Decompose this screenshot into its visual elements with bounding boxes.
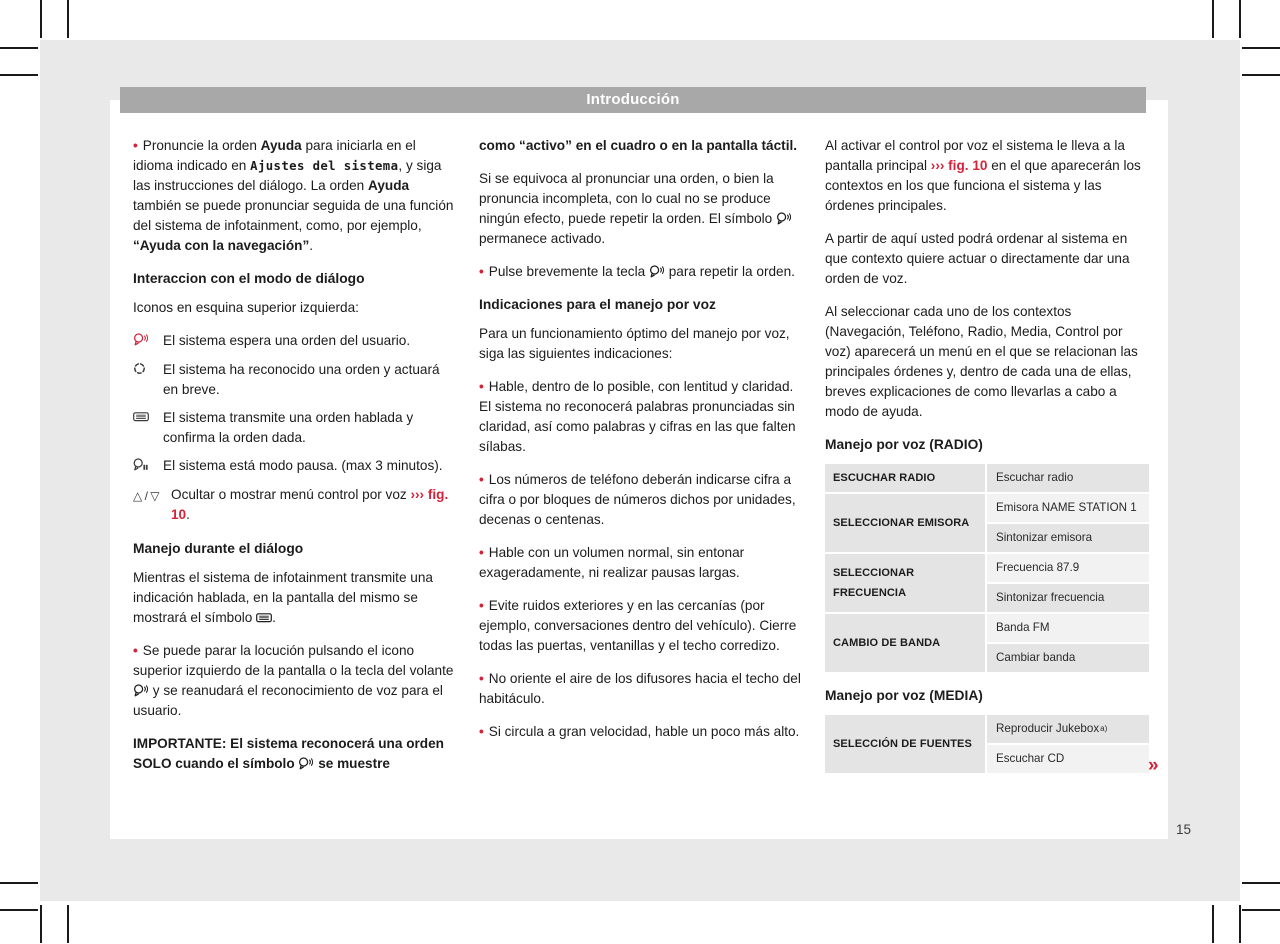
paragraph: como “activo” en el cuadro o en la pantalla táctil. [479,138,798,153]
column-middle [479,136,803,755]
bullet-icon: • [479,472,484,487]
legend-item-text: El sistema espera una orden del usuario. [163,333,411,348]
paragraph: IMPORTANTE: El sistema reconocerá una orden SOLO cuando el símbolo se muestre [133,736,444,771]
bulleted-paragraph: • Evite ruidos exteriores y en las cercanías (por ejemplo, conversaciones dentro del vehículo). Cierre todas las puertas, ventanillas y el techo corredizo. [479,598,797,653]
crop-mark [1239,0,1241,38]
table-row [825,715,1149,773]
crop-mark [1242,909,1280,911]
command-category: CAMBIO DE BANDA [825,614,985,672]
bulleted-paragraph: • Se puede parar la locución pulsando el icono superior izquierdo de la pantalla o la tecla del volante y se reanudará el reconocimiento de voz para el usuario. [133,643,454,718]
legend-item [133,485,457,525]
table-row [825,494,1149,552]
paragraph: Iconos en esquina superior izquierda: [133,300,359,315]
voice-icon [649,265,665,278]
crop-mark [67,0,69,38]
chapter-header: Introducción [120,87,1146,113]
voice-icon [133,331,163,352]
crop-mark [1242,882,1280,884]
voice-command: Reproducir Jukebox a) [987,715,1149,743]
command-list [987,614,1149,672]
bulleted-paragraph: • No oriente el aire de los difusores hacia el techo del habitáculo. [479,671,801,706]
paragraph: Para un funcionamiento óptimo del manejo por voz, siga las siguientes indicaciones: [479,326,790,361]
voice-command: Sintonizar emisora [987,524,1149,552]
voice-command-table [825,715,1149,773]
page-number: 15 [1176,822,1192,837]
crop-mark [67,905,69,943]
voice-icon [133,684,149,697]
section-heading: Manejo durante el diálogo [133,541,304,556]
section-heading: Manejo por voz (MEDIA) [825,688,983,703]
crop-mark [1212,0,1214,38]
command-list [987,464,1149,492]
bulleted-paragraph: • Hable, dentro de lo posible, con lentitud y claridad. El sistema no reconocerá palabras pronunciadas sin claridad, así como palabras y cifras en las que falten sílabas. [479,379,796,454]
crop-mark [1242,74,1280,76]
voice-command: Banda FM [987,614,1149,642]
command-list [987,715,1149,773]
legend-item [133,456,457,477]
bullet-icon: • [479,264,484,279]
section-heading: Interaccion con el modo de diálogo [133,271,365,286]
column-left [133,136,457,787]
section-heading: Manejo por voz (RADIO) [825,437,983,452]
crop-mark [1242,47,1280,49]
crop-mark [40,905,42,943]
command-list [987,494,1149,552]
bullet-icon: • [479,598,484,613]
continuation-marker: » [1148,755,1157,776]
voice-command: Frecuencia 87.9 [987,554,1149,582]
bulleted-paragraph: • Pronuncie la orden Ayuda para iniciarla en el idioma indicado en Ajustes del sistema, y siga las instrucciones del diálogo. La orden Ayuda también se puede pronunciar seguida de una función del sistema de infotainment, como, por ejemplo, “Ayuda con la navegación”. [133,138,454,253]
speaker-icon [133,408,163,448]
crop-mark [40,0,42,38]
triangle-up-down-icon: △ / ▽ [133,489,159,503]
bullet-icon: • [479,545,484,560]
legend-item [133,360,457,400]
bullet-icon: • [479,379,484,394]
voice-command-table [825,464,1149,672]
crop-mark [1239,905,1241,943]
table-row [825,464,1149,492]
paragraph: Al seleccionar cada uno de los contextos (Navegación, Teléfono, Radio, Media, Control por voz) aparecerá un menú en el que se relacionan las principales órdenes y, dentro de cada una de ellas, breves explicaciones de como llevarlas a cabo a modo de ayuda. [825,304,1138,419]
bullet-icon: • [479,671,484,686]
section-heading: Indicaciones para el manejo por voz [479,297,716,312]
crop-mark [0,882,38,884]
command-category: ESCUCHAR RADIO [825,464,985,492]
command-category: SELECCIONAR FRECUENCIA [825,554,985,612]
legend-item-text: El sistema transmite una orden hablada y confirma la orden dada. [163,410,414,445]
voice-icon [776,212,792,225]
figure-reference: ››› fig. 10 [930,158,988,173]
crop-mark [0,74,38,76]
speaker-icon [256,611,272,624]
bullet-icon: • [133,138,138,153]
table-row [825,614,1149,672]
crop-mark [1212,905,1214,943]
command-list [987,554,1149,612]
paragraph: A partir de aquí usted podrá ordenar al sistema en que contexto quiere actuar o directamente dar una orden de voz. [825,231,1130,286]
bullet-icon: • [479,724,484,739]
legend-item-text: El sistema está modo pausa. (max 3 minutos). [163,458,443,473]
paragraph: Si se equivoca al pronunciar una orden, o bien la pronuncia incompleta, con lo cual no se produce ningún efecto, puede repetir la orden. El símbolo permanece activado. [479,169,803,249]
voice-command: Escuchar CD [987,745,1149,773]
voice-command: Sintonizar frecuencia [987,584,1149,612]
bulleted-paragraph: • Los números de teléfono deberán indicarse cifra a cifra o por bloques de números dichos por unidades, decenas o centenas. [479,472,796,527]
command-category: SELECCIÓN DE FUENTES [825,715,985,773]
paragraph: Mientras el sistema de infotainment transmite una indicación hablada, en la pantalla del mismo se mostrará el símbolo . [133,570,433,625]
crop-mark [0,47,38,49]
command-category: SELECCIONAR EMISORA [825,494,985,552]
bulleted-paragraph: • Pulse brevemente la tecla para repetir la orden. [479,264,795,279]
legend-item-text: El sistema ha reconocido una orden y actuará en breve. [163,362,440,397]
paragraph: Al activar el control por voz el sistema le lleva a la pantalla principal ››› fig. 10 en el que aparecerán los contextos en los que funciona el sistema y las órdenes principales. [825,138,1141,213]
pause-icon [133,456,163,477]
menu-path-text: Ajustes del sistema [250,159,399,173]
voice-command: Cambiar banda [987,644,1149,672]
bulleted-paragraph: • Hable con un volumen normal, sin entonar exageradamente, ni realizar pausas largas. [479,545,745,580]
status-icon-legend [133,331,457,525]
figure-reference: ››› fig. 10 [171,487,449,522]
legend-item [133,331,457,352]
legend-item-text: Ocultar o mostrar menú control por voz ››› fig. 10. [171,487,449,522]
manual-page [110,100,1168,839]
crop-mark [0,909,38,911]
spinner-icon [133,360,163,400]
voice-command: Escuchar radio [987,464,1149,492]
legend-item [133,408,457,448]
bulleted-paragraph: • Si circula a gran velocidad, hable un poco más alto. [479,724,800,739]
voice-icon [298,757,314,770]
column-right [825,136,1149,787]
table-row [825,554,1149,612]
bullet-icon: • [133,643,138,658]
voice-command: Emisora NAME STATION 1 [987,494,1149,522]
